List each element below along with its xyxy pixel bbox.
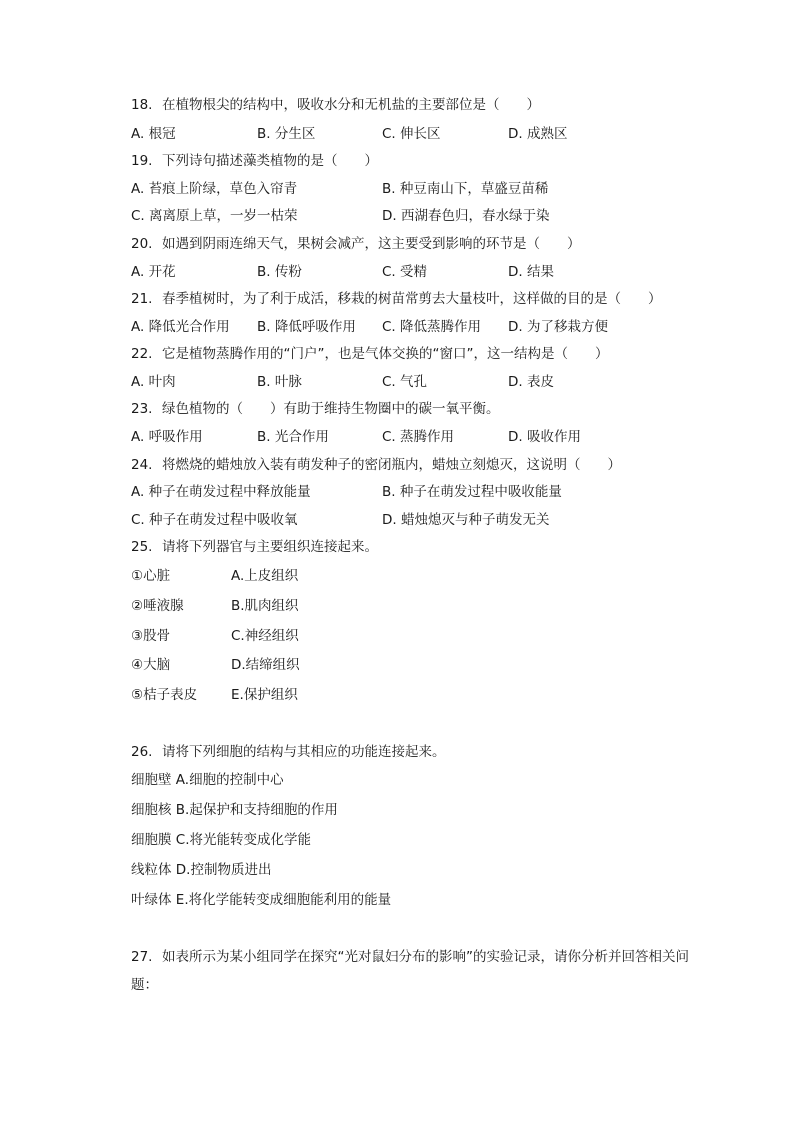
cell-structure-item: 细胞膜 C.将光能转变成化学能 <box>131 832 312 848</box>
option-c: C. 蒸腾作用 <box>382 429 455 445</box>
tissue-item: E.保护组织 <box>231 687 298 703</box>
question-number: 18. <box>131 97 153 113</box>
question-text: 如表所示为某小组同学在探究“光对鼠妇分布的影响”的实验记录，请你分析并回答相关问题： <box>131 949 689 993</box>
option-a: A. 叶肉 <box>131 374 176 390</box>
question-26 <box>131 743 446 761</box>
option-a: A. 降低光合作用 <box>131 319 230 335</box>
organ-item: ①心脏 <box>131 568 171 584</box>
question-20 <box>131 235 581 253</box>
option-b: B. 光合作用 <box>257 429 329 445</box>
question-text: 下列诗句描述藻类植物的是（ ） <box>162 153 378 169</box>
question-text: 它是植物蒸腾作用的“门户”，也是气体交换的“窗口”，这一结构是（ ） <box>162 346 609 362</box>
option-d: D. 结果 <box>508 264 554 280</box>
question-text: 如遇到阴雨连绵天气，果树会减产，这主要受到影响的环节是（ ） <box>162 236 581 252</box>
question-text: 春季植树时，为了利于成活，移栽的树苗常剪去大量枝叶，这样做的目的是（ ） <box>162 291 662 307</box>
option-a: A. 种子在萌发过程中释放能量 <box>131 484 311 500</box>
tissue-item: A.上皮组织 <box>231 568 299 584</box>
question-number: 19. <box>131 153 153 169</box>
question-text: 在植物根尖的结构中，吸收水分和无机盐的主要部位是（ ） <box>162 97 540 113</box>
option-b: B. 种子在萌发过程中吸收能量 <box>382 484 562 500</box>
option-b: B. 叶脉 <box>257 374 302 390</box>
organ-item: ④大脑 <box>131 657 171 673</box>
option-d: D. 蜡烛熄灭与种子萌发无关 <box>382 512 550 528</box>
question-number: 26. <box>131 744 153 760</box>
question-number: 22. <box>131 346 153 362</box>
option-d: D. 为了移栽方便 <box>508 319 608 335</box>
question-number: 27. <box>131 949 153 965</box>
tissue-item: C.神经组织 <box>231 628 299 644</box>
option-b: B. 传粉 <box>257 264 302 280</box>
question-18 <box>131 96 540 114</box>
tissue-item: B.肌肉组织 <box>231 598 299 614</box>
question-22 <box>131 345 608 363</box>
option-b: B. 降低呼吸作用 <box>257 319 356 335</box>
option-b: B. 种豆南山下，草盛豆苗稀 <box>382 181 549 197</box>
cell-structure-item: 细胞核 B.起保护和支持细胞的作用 <box>131 802 338 818</box>
option-a: A. 苔痕上阶绿，草色入帘青 <box>131 181 298 197</box>
cell-structure-item: 细胞壁 A.细胞的控制中心 <box>131 772 284 788</box>
option-d: D. 表皮 <box>508 374 554 390</box>
question-text: 将燃烧的蜡烛放入装有萌发种子的密闭瓶内，蜡烛立刻熄灭，这说明（ ） <box>162 457 621 473</box>
option-a: A. 呼吸作用 <box>131 429 203 445</box>
option-c: C. 受精 <box>382 264 428 280</box>
cell-structure-item: 叶绿体 E.将化学能转变成细胞能利用的能量 <box>131 892 392 908</box>
option-c: C. 离离原上草，一岁一枯荣 <box>131 208 298 224</box>
cell-structure-item: 线粒体 D.控制物质进出 <box>131 862 272 878</box>
question-23 <box>131 400 500 418</box>
question-text: 绿色植物的（ ）有助于维持生物圈中的碳一氧平衡。 <box>162 401 500 417</box>
option-c: C. 降低蒸腾作用 <box>382 319 482 335</box>
question-text: 请将下列细胞的结构与其相应的功能连接起来。 <box>162 744 446 760</box>
question-25 <box>131 538 378 556</box>
option-a: A. 开花 <box>131 264 176 280</box>
option-c: C. 伸长区 <box>382 126 441 142</box>
question-24 <box>131 456 621 474</box>
question-number: 24. <box>131 457 153 473</box>
option-a: A. 根冠 <box>131 126 176 142</box>
option-c: C. 气孔 <box>382 374 428 390</box>
question-19 <box>131 152 378 170</box>
option-d: D. 西湖春色归，春水绿于染 <box>382 208 550 224</box>
question-number: 23. <box>131 401 153 417</box>
question-number: 25. <box>131 539 153 555</box>
option-d: D. 吸收作用 <box>508 429 581 445</box>
organ-item: ②唾液腺 <box>131 598 184 614</box>
tissue-item: D.结缔组织 <box>231 657 300 673</box>
question-number: 20. <box>131 236 153 252</box>
option-b: B. 分生区 <box>257 126 316 142</box>
question-number: 21. <box>131 291 153 307</box>
organ-item: ⑤桔子表皮 <box>131 687 198 703</box>
organ-item: ③股骨 <box>131 628 171 644</box>
question-text: 请将下列器官与主要组织连接起来。 <box>162 539 378 555</box>
question-21 <box>131 290 662 308</box>
option-d: D. 成熟区 <box>508 126 568 142</box>
option-c: C. 种子在萌发过程中吸收氧 <box>131 512 298 528</box>
question-27 <box>131 943 701 999</box>
